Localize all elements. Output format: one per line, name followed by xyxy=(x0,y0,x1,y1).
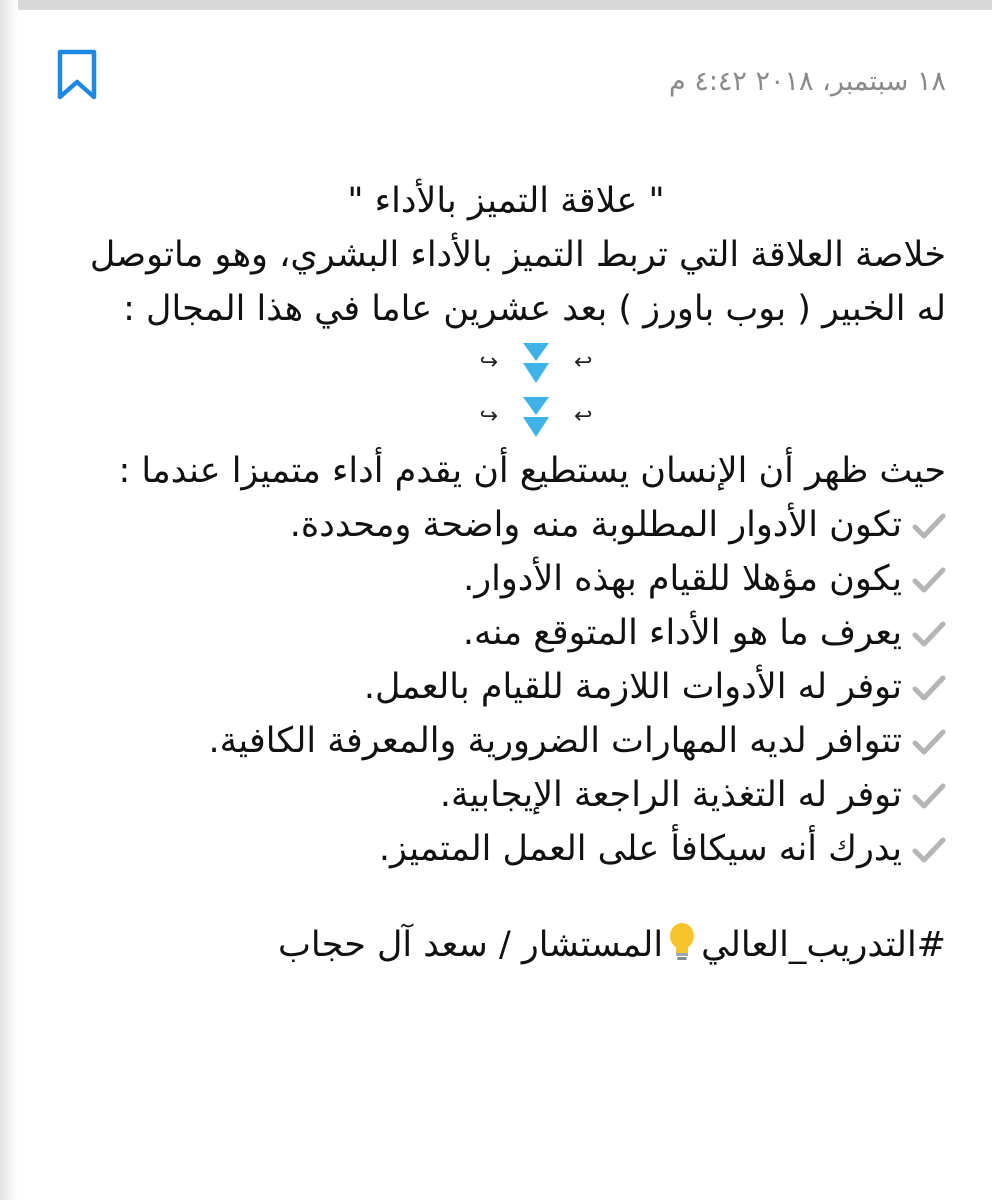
list-item xyxy=(66,822,946,876)
arrow-row-1 xyxy=(66,336,992,390)
list-item-text: تتوافر لديه المهارات الضرورية والمعرفة الكافية. xyxy=(208,721,902,761)
check-icon xyxy=(912,782,946,810)
list-item xyxy=(66,552,946,606)
spacer xyxy=(66,876,946,918)
note-timestamp: ١٨ سبتمبر، ٢٠١٨ ٤:٤٢ م xyxy=(669,66,946,97)
note-body xyxy=(66,174,946,972)
top-border xyxy=(0,0,992,14)
hashtag[interactable]: #التدريب_العالي xyxy=(701,925,946,965)
left-hook-arrow-icon: ↩ xyxy=(574,404,593,429)
list-item-text: توفر له التغذية الراجعة الإيجابية. xyxy=(439,775,902,815)
list-item xyxy=(66,498,946,552)
double-down-arrow-icon xyxy=(520,395,552,439)
arrow-row-2 xyxy=(66,390,992,444)
check-icon xyxy=(912,620,946,648)
note-title: " علاقة التميز بالأداء " xyxy=(347,181,665,221)
list-item xyxy=(66,714,946,768)
intro-line-1: خلاصة العلاقة التي تربط التميز بالأداء البشري، وهو ماتوصل xyxy=(89,235,946,275)
light-bulb-icon xyxy=(667,922,697,962)
lead-line: حيث ظهر أن الإنسان يستطيع أن يقدم أداء متميزا عندما : xyxy=(118,451,946,491)
signature-line xyxy=(66,918,946,972)
list-item xyxy=(66,660,946,714)
list-item-text: يدرك أنه سيكافأ على العمل المتميز. xyxy=(378,829,902,869)
list-item-text: توفر له الأدوات اللازمة للقيام بالعمل. xyxy=(363,667,902,707)
check-icon xyxy=(912,566,946,594)
signature-author: المستشار / سعد آل حجاب xyxy=(277,925,664,965)
check-icon xyxy=(912,728,946,756)
left-edge-shadow xyxy=(0,0,18,1200)
right-hook-arrow-icon: ↪ xyxy=(479,404,498,429)
right-hook-arrow-icon: ↪ xyxy=(479,350,498,375)
check-icon xyxy=(912,836,946,864)
check-icon xyxy=(912,512,946,540)
bookmark-icon[interactable] xyxy=(56,49,98,101)
double-down-arrow-icon xyxy=(520,341,552,385)
list-item xyxy=(66,768,946,822)
list-item-text: يكون مؤهلا للقيام بهذه الأدوار. xyxy=(463,559,902,599)
list-item xyxy=(66,606,946,660)
list-item-text: تكون الأدوار المطلوبة منه واضحة ومحددة. xyxy=(289,505,902,545)
left-hook-arrow-icon: ↩ xyxy=(574,350,593,375)
intro-line-2: له الخبير ( بوب باورز ) بعد عشرين عاما في هذا المجال : xyxy=(123,289,946,329)
list-item-text: يعرف ما هو الأداء المتوقع منه. xyxy=(462,613,902,653)
check-icon xyxy=(912,674,946,702)
